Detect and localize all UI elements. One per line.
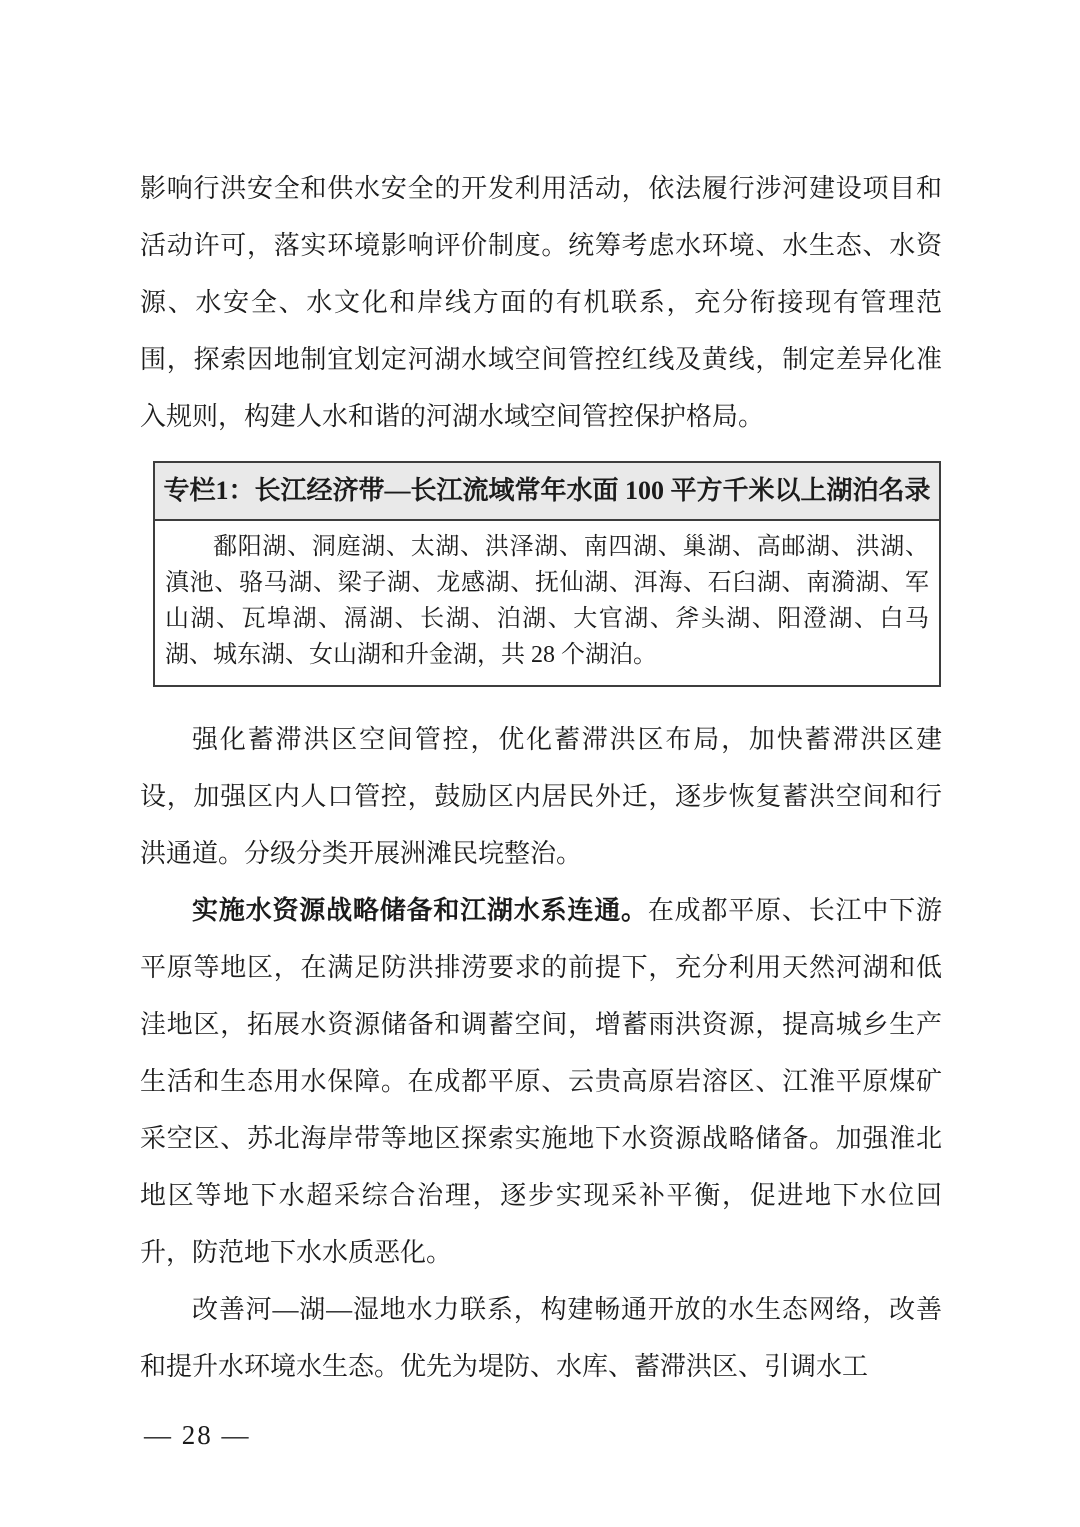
paragraph-flood-storage: 强化蓄滞洪区空间管控，优化蓄滞洪区布局，加快蓄滞洪区建设，加强区内人口管控，鼓励区内居民外迁，逐步恢复蓄洪空间和行洪通道。分级分类开展洲滩民垸整治。 [140, 725, 942, 868]
callout-box-title: 专栏1：长江经济带—长江流域常年水面 100 平方千米以上湖泊名录 [155, 463, 939, 521]
paragraph-continuation: 影响行洪安全和供水安全的开发利用活动，依法履行涉河建设项目和活动许可，落实环境影响评价制度。统筹考虑水环境、水生态、水资源、水安全、水文化和岸线方面的有机联系，充分衔接现有管理范围，探索因地制宜划定河湖水域空间管控红线及黄线，制定差异化准入规则，构建人水和谐的河湖水域空间管控保护格局。 [140, 174, 942, 431]
paragraph-bold-lead: 实施水资源战略储备和江湖水系连通。 [192, 896, 648, 925]
paragraph-river-lake-wetland: 改善河—湖—湿地水力联系，构建畅通开放的水生态网络，改善和提升水环境水生态。优先为堤防、水库、蓄滞洪区、引调水工 [140, 1295, 942, 1381]
paragraph-text: 在成都平原、长江中下游平原等地区，在满足防洪排涝要求的前提下，充分利用天然河湖和低洼地区，拓展水资源储备和调蓄空间，增蓄雨洪资源，提高城乡生产生活和生态用水保障。在成都平原、云贵高原岩溶区、江淮平原煤矿采空区、苏北海岸带等地区探索实施地下水资源战略储备。加强淮北地区等地下水超采综合治理，逐步实现采补平衡，促进地下水位回升，防范地下水水质恶化。 [140, 896, 942, 1267]
callout-box-body: 鄱阳湖、洞庭湖、太湖、洪泽湖、南四湖、巢湖、高邮湖、洪湖、滇池、骆马湖、梁子湖、龙感湖、抚仙湖、洱海、石臼湖、南漪湖、军山湖、瓦埠湖、滆湖、长湖、泊湖、大官湖、斧头湖、阳澄湖、白马湖、城东湖、女山湖和升金湖，共 28 个湖泊。 [165, 534, 929, 668]
callout-box [153, 461, 941, 687]
paragraph-water-reserve [140, 882, 942, 1281]
page-number: — 28 — [144, 1420, 251, 1450]
